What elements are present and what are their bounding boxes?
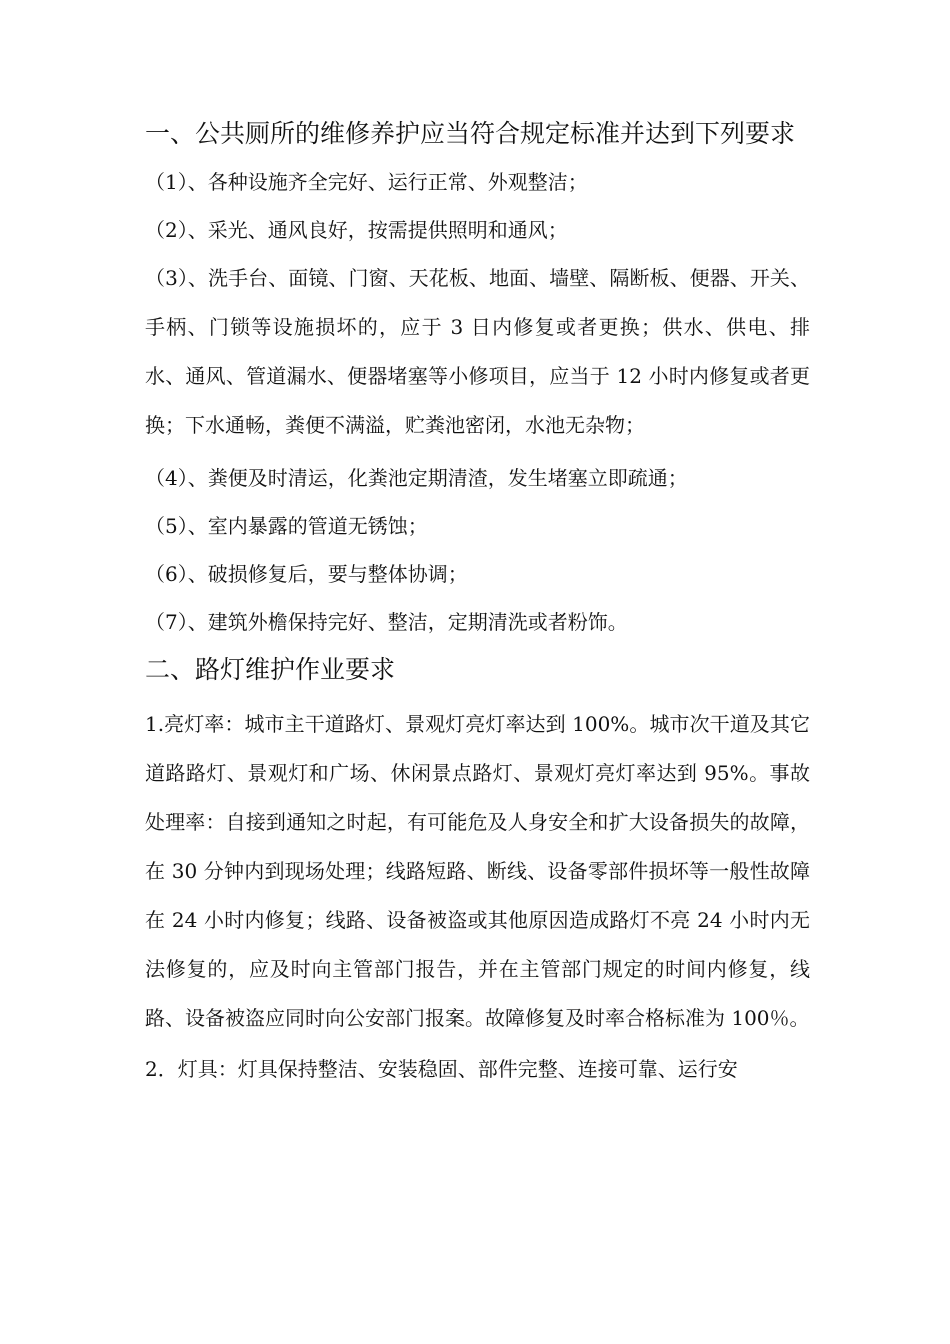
list-item: （2）、采光、通风良好，按需提供照明和通风； <box>145 218 568 242</box>
list-item: （1）、各种设施齐全完好、运行正常、外观整洁； <box>145 170 588 194</box>
list-item: （4）、粪便及时清运，化粪池定期清渣，发生堵塞立即疏通； <box>145 466 688 490</box>
section-2-title: 二、路灯维护作业要求 <box>145 655 396 684</box>
list-item: （3）、洗手台、面镜、门窗、天花板、地面、墙壁、隔断板、便器、开关、手柄、门锁等设施损坏的，应于 3 日内修复或者更换；供水、供电、排水、通风、管道漏水、便器堵塞等小修项目，应当于 12 小时内修复或者更换；下水通畅，粪便不满溢，贮粪池密闭，水池无杂物； <box>145 266 810 437</box>
list-item: （7）、建筑外檐保持完好、整洁，定期清洗或者粉饰。 <box>145 610 628 634</box>
paragraph: 2．灯具：灯具保持整洁、安装稳固、部件完整、连接可靠、运行安 <box>145 1057 738 1081</box>
list-item: （6）、破损修复后，要与整体协调； <box>145 562 468 586</box>
list-item: （5）、室内暴露的管道无锈蚀； <box>145 514 428 538</box>
section-1-title: 一、公共厕所的维修养护应当符合规定标准并达到下列要求 <box>145 119 796 148</box>
paragraph: 1.亮灯率：城市主干道路灯、景观灯亮灯率达到 100%。城市次干道及其它道路路灯、景观灯和广场、休闲景点路灯、景观灯亮灯率达到 95%。事故处理率：自接到通知之时起，有可能危及人身安全和扩大设备损失的故障，在 30 分钟内到现场处理；线路短路、断线、设备零部件损坏等一般性故障在 24 小时内修复；线路、设备被盗或其他原因造成路灯不亮 24 小时内无法修复的，应及时向主管部门报告，并在主管部门规定的时间内修复，线路、设备被盗应同时向公安部门报案。故障修复及时率合格标准为 100％。 <box>145 712 810 1030</box>
document-page <box>145 112 810 1094</box>
